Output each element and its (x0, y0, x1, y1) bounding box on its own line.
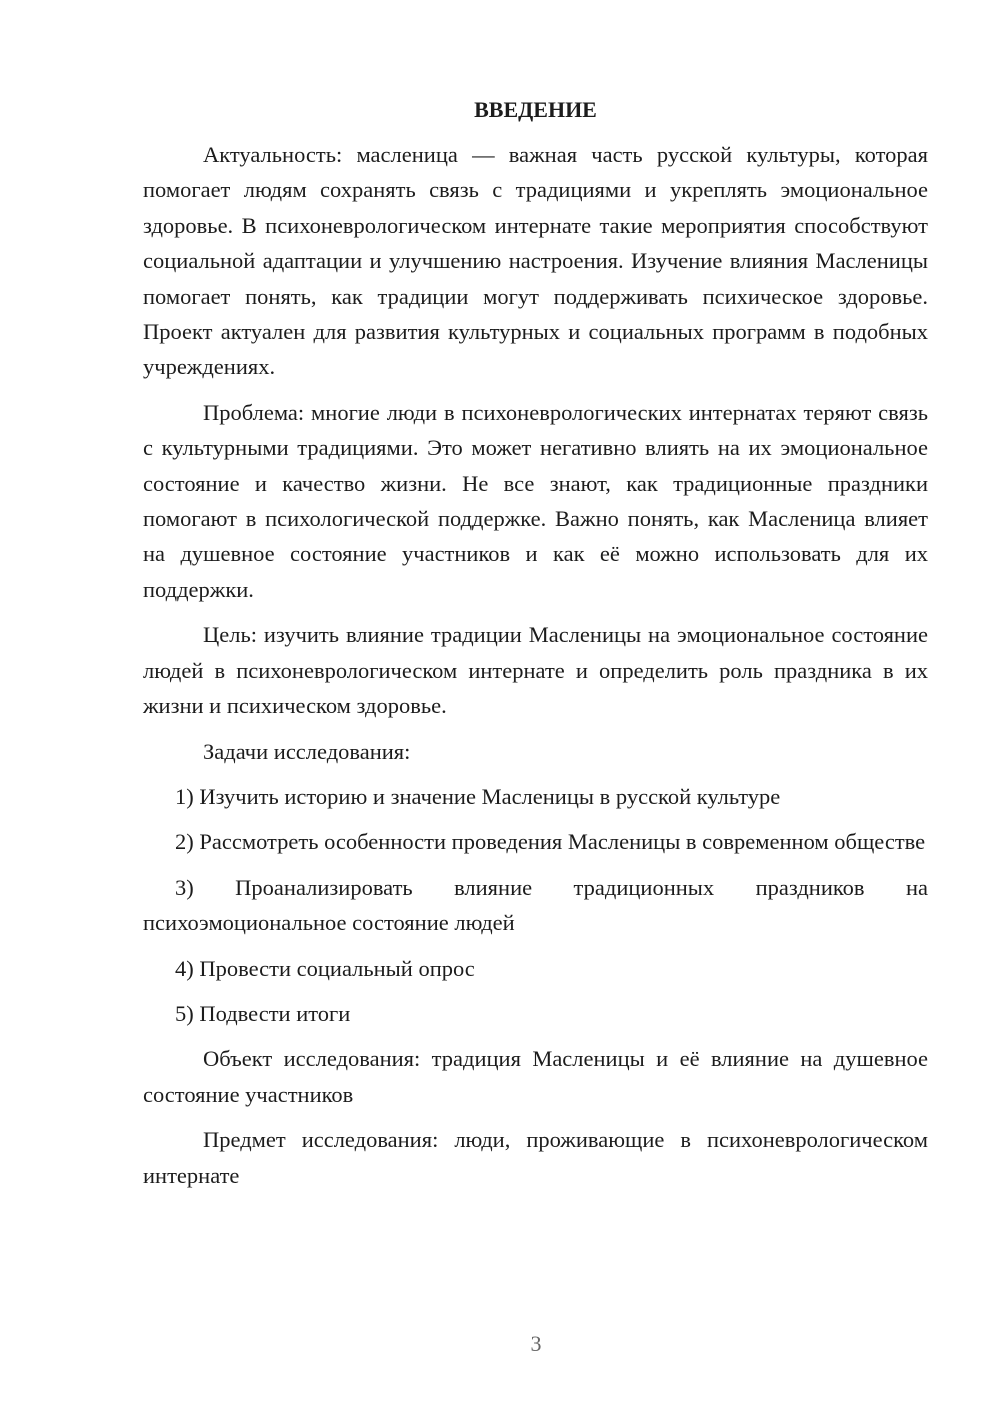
task-item: 4) Провести социальный опрос (175, 955, 475, 981)
relevance-paragraph: Актуальность: масленица — важная часть русской культуры, которая помогает людям сохранять связь с традициями и укреплять эмоциональное здоровье. В психоневрологическом интернате такие мероприятия способствуют социальной адаптации и улучшению настроения. Изучение влияния Масленицы помогает понять, как традиции могут поддерживать психическое здоровье. Проект актуален для развития культурных и социальных программ в подобных учреждениях. (143, 142, 928, 380)
page-number: 3 (530, 1331, 542, 1356)
task-item: 5) Подвести итоги (175, 1000, 351, 1026)
goal-paragraph: Цель: изучить влияние традиции Масленицы на эмоциональное состояние людей в психоневрологическом интернате и определить роль праздника в их жизни и психическом здоровье. (143, 622, 928, 719)
task-item: 1) Изучить историю и значение Масленицы в русской культуре (175, 783, 781, 809)
object-paragraph: Объект исследования: традиция Масленицы и её влияние на душевное состояние участников (143, 1046, 928, 1107)
document-page (143, 92, 928, 1193)
task-item: 3) Проанализировать влияние традиционных праздников на психоэмоциональное состояние людей (143, 874, 928, 936)
tasks-heading: Задачи исследования: (203, 738, 411, 764)
problem-paragraph: Проблема: многие люди в психоневрологических интернатах теряют связь с культурными традициями. Это может негативно влиять на их эмоциональное состояние и качество жизни. Не все знают, как традиционные праздники помогают в психологической поддержке. Важно понять, как Масленица влияет на душевное состояние участников и как её можно использовать для их поддержки. (143, 399, 928, 602)
subject-paragraph: Предмет исследования: люди, проживающие в психоневрологическом интернате (143, 1127, 928, 1188)
page-title: ВВЕДЕНИЕ (474, 97, 597, 122)
task-item: 2) Рассмотреть особенности проведения Масленицы в современном обществе (175, 829, 926, 855)
